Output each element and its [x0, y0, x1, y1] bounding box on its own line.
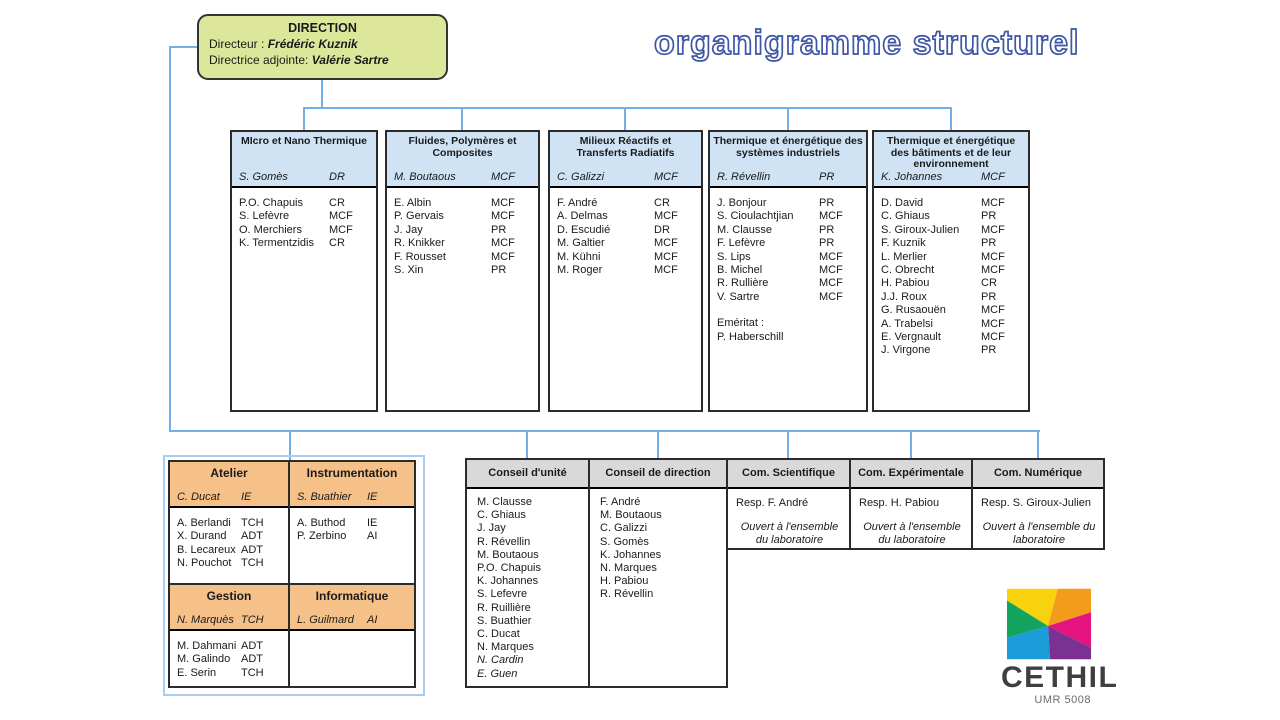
direction-box — [197, 14, 448, 80]
committee-body — [851, 489, 971, 547]
member-rank: DR — [654, 223, 670, 236]
member-list — [550, 188, 701, 277]
member-name: J. Bonjour — [717, 197, 767, 209]
direction-label: Directeur : — [209, 37, 268, 51]
member-name: R. Révellin — [600, 588, 654, 601]
committee-box-numerique — [971, 458, 1105, 550]
member-name: P.O. Chapuis — [239, 197, 304, 209]
member-name: M. Roger — [557, 264, 603, 277]
member-name: C. Ghiaus — [881, 210, 930, 223]
member-name: P. Zerbino — [297, 530, 347, 543]
member-name: S. Lefevre — [477, 588, 528, 601]
member-rank: CR — [329, 237, 345, 250]
member-name: N. Cardin — [477, 654, 524, 667]
member-list — [290, 508, 414, 544]
member-row — [717, 237, 859, 250]
member-rank: MCF — [654, 210, 678, 223]
leader-name: M. Boutaous — [394, 171, 456, 183]
leader-name: K. Johannes — [881, 171, 943, 183]
member-row — [239, 210, 369, 223]
department-leader — [874, 171, 1028, 186]
member-rank: PR — [491, 223, 507, 236]
department-leader — [710, 171, 866, 186]
leader-name: S. Gomès — [239, 171, 288, 183]
member-name: P. Gervais — [394, 210, 444, 223]
member-name: H. Pabiou — [600, 575, 649, 588]
member-row — [600, 549, 720, 562]
cethil-logo — [1001, 586, 1119, 706]
member-rank: PR — [819, 197, 835, 209]
member-name: S. Lefèvre — [239, 210, 290, 223]
member-name: C. Obrecht — [881, 264, 935, 277]
connector-line — [910, 430, 912, 458]
member-row — [477, 522, 582, 535]
member-name: A. Delmas — [557, 210, 608, 223]
member-row — [394, 197, 531, 210]
department-header — [550, 132, 701, 188]
member-rank: MCF — [819, 250, 843, 263]
service-box-atelier — [168, 460, 290, 585]
member-row — [600, 522, 720, 535]
cethil-logo-subtext: UMR 5008 — [1034, 694, 1091, 706]
committee-box-scientifique — [726, 458, 851, 550]
member-row — [717, 317, 859, 330]
leader-rank: MCF — [491, 171, 515, 183]
council-title: Conseil de direction — [590, 460, 726, 489]
committee-note: Ouvert à l'ensemble du laboratoire — [863, 521, 961, 546]
member-row — [881, 224, 1021, 237]
member-row — [717, 210, 859, 223]
connector-line — [461, 107, 463, 130]
member-list — [170, 631, 288, 680]
member-name: A. Buthod — [297, 517, 346, 529]
member-row — [881, 344, 1021, 357]
member-row — [717, 264, 859, 277]
member-row — [394, 251, 531, 264]
member-row — [477, 496, 582, 509]
committee-resp: Resp. S. Giroux-Julien — [981, 497, 1092, 509]
committee-body — [973, 489, 1103, 547]
member-name: K. Johannes — [477, 575, 539, 588]
member-row — [177, 557, 281, 570]
committee-resp: Resp. H. Pabiou — [859, 497, 940, 509]
service-title: Atelier — [210, 466, 248, 480]
member-name: D. Escudié — [557, 223, 611, 236]
member-row — [477, 641, 582, 654]
council-title: Conseil d'unité — [467, 460, 588, 489]
leader-name: L. Guilmard — [297, 614, 354, 626]
connector-line — [624, 107, 626, 130]
member-rank: MCF — [491, 197, 515, 209]
member-row — [477, 588, 582, 601]
leader-name: C. Ducat — [177, 491, 220, 503]
member-name: N. Marques — [600, 562, 657, 575]
member-row — [881, 264, 1021, 277]
member-row — [557, 264, 694, 277]
member-list — [232, 188, 376, 251]
member-rank: MCF — [981, 317, 1005, 330]
member-row — [717, 197, 859, 210]
member-name: N. Pouchot — [177, 557, 232, 570]
member-rank: MCF — [491, 210, 515, 223]
member-rank: MCF — [981, 223, 1005, 236]
member-name: C. Galizzi — [600, 522, 648, 535]
member-row — [600, 562, 720, 575]
member-row — [394, 264, 531, 277]
service-header — [290, 462, 414, 508]
member-name: O. Merchiers — [239, 223, 302, 236]
leader-name: C. Galizzi — [557, 171, 605, 183]
leader-name: N. Marquès — [177, 614, 234, 626]
member-row — [477, 536, 582, 549]
member-name: E. Vergnault — [881, 331, 941, 344]
direction-label: Directrice adjointe: — [209, 52, 312, 67]
member-rank: ADT — [241, 530, 263, 543]
member-list — [170, 508, 288, 571]
leader-rank: DR — [329, 171, 345, 183]
member-rank: MCF — [981, 250, 1005, 263]
member-rank: MCF — [654, 264, 678, 277]
service-box-instrumentation — [288, 460, 416, 585]
member-name: A. Berlandi — [177, 517, 231, 529]
deputy-director-name: Valérie Sartre — [311, 52, 389, 67]
member-rank: PR — [491, 264, 507, 277]
member-row — [717, 251, 859, 264]
member-rank: PR — [819, 237, 835, 250]
member-name: J. Jay — [477, 522, 506, 535]
department-box-fluides-polymeres — [385, 130, 540, 412]
member-name: V. Sartre — [717, 290, 760, 303]
member-name: R. Révellin — [477, 535, 531, 548]
member-name: N. Marques — [477, 641, 534, 654]
member-row — [557, 224, 694, 237]
member-row — [477, 549, 582, 562]
department-header — [387, 132, 538, 188]
member-name: J. Jay — [394, 223, 423, 236]
member-row — [881, 277, 1021, 290]
service-leader — [290, 614, 414, 629]
service-header — [290, 585, 414, 631]
connector-line — [169, 46, 198, 48]
cethil-logo-text: CETHIL — [1001, 661, 1119, 694]
member-row — [177, 544, 281, 557]
department-box-milieux-reactifs — [548, 130, 703, 412]
member-row — [477, 602, 582, 615]
member-rank: PR — [981, 344, 997, 357]
director-name: Frédéric Kuznik — [267, 37, 358, 51]
department-title: Milieux Réactifs et Transferts Radiatifs — [576, 135, 675, 159]
member-row — [600, 536, 720, 549]
member-rank: TCH — [241, 666, 264, 679]
member-row — [477, 628, 582, 641]
member-row — [717, 331, 859, 344]
member-row — [600, 575, 720, 588]
member-rank: IE — [367, 517, 378, 529]
page-title: organigramme structurel — [654, 24, 1080, 62]
department-title: Thermique et énergétique des bâtiments et de leur environnement — [886, 135, 1016, 170]
member-rank: ADT — [241, 543, 263, 556]
connector-line — [169, 46, 171, 432]
member-rank: CR — [981, 277, 997, 290]
member-rank: ADT — [241, 640, 263, 652]
member-rank: MCF — [654, 250, 678, 263]
member-row — [239, 224, 369, 237]
member-name: P.O. Chapuis — [477, 562, 542, 575]
member-row — [297, 530, 407, 543]
service-leader — [170, 614, 288, 629]
connector-line — [303, 107, 305, 130]
member-name: K. Johannes — [600, 548, 662, 561]
member-row — [881, 318, 1021, 331]
member-row — [394, 224, 531, 237]
leader-rank: MCF — [654, 171, 678, 183]
member-name: C. Ghiaus — [477, 509, 526, 522]
committee-title: Com. Scientifique — [728, 460, 849, 489]
committee-resp: Resp. F. André — [736, 497, 809, 509]
member-row — [881, 331, 1021, 344]
member-name: S. Buathier — [477, 614, 532, 627]
member-rank: CR — [329, 197, 345, 209]
member-list — [590, 489, 726, 602]
connector-line — [321, 80, 323, 108]
committee-box-experimentale — [849, 458, 973, 550]
member-name: D. David — [881, 197, 924, 209]
member-row — [477, 654, 582, 667]
member-name: F. André — [600, 496, 641, 508]
service-box-gestion — [168, 583, 290, 688]
member-name: M. Kühni — [557, 250, 601, 263]
member-name: M. Clausse — [477, 496, 533, 508]
leader-name: R. Révellin — [717, 171, 771, 183]
member-rank: PR — [981, 290, 997, 303]
department-box-micro-nano-thermique — [230, 130, 378, 412]
cethil-logo-mark — [1005, 586, 1093, 662]
member-name: M. Dahmani — [177, 640, 237, 652]
member-row — [557, 197, 694, 210]
leader-rank: TCH — [241, 614, 264, 626]
member-row — [557, 210, 694, 223]
member-row — [477, 509, 582, 522]
connector-line — [787, 107, 789, 130]
member-name: B. Michel — [717, 264, 763, 277]
connector-line — [303, 107, 952, 109]
member-row — [600, 588, 720, 601]
member-row — [394, 210, 531, 223]
member-list — [467, 489, 588, 681]
service-box-informatique — [288, 583, 416, 688]
member-row — [477, 575, 582, 588]
service-title: Informatique — [315, 589, 389, 603]
member-rank: MCF — [819, 210, 843, 223]
member-row — [297, 517, 407, 530]
member-rank: PR — [981, 237, 997, 250]
member-name: S. Cioulachtjian — [717, 210, 794, 223]
member-rank: MCF — [981, 264, 1005, 277]
member-rank: MCF — [491, 237, 515, 250]
committee-title: Com. Expérimentale — [851, 460, 971, 489]
committee-title: Com. Numérique — [973, 460, 1103, 489]
member-rank: MCF — [819, 264, 843, 277]
direction-heading: DIRECTION — [288, 21, 357, 35]
member-list — [874, 188, 1028, 358]
member-row — [177, 667, 281, 680]
department-leader — [387, 171, 538, 186]
department-title: Fluides, Polymères et Composites — [408, 135, 517, 159]
member-row — [557, 251, 694, 264]
member-row — [881, 210, 1021, 223]
member-row — [477, 615, 582, 628]
direction-row — [209, 37, 436, 53]
member-row — [557, 237, 694, 250]
member-name: M. Galindo — [177, 653, 231, 666]
committee-note: Ouvert à l'ensemble du laboratoire — [740, 521, 839, 546]
member-row — [394, 237, 531, 250]
department-leader — [550, 171, 701, 186]
member-rank: PR — [819, 223, 835, 236]
leader-name: S. Buathier — [297, 491, 352, 503]
member-name: S. Giroux-Julien — [881, 223, 960, 236]
service-header — [170, 462, 288, 508]
member-name: G. Rusaouën — [881, 304, 946, 317]
member-name: M. Clausse — [717, 223, 773, 236]
service-title: Gestion — [206, 589, 252, 603]
department-title: MIcro et Nano Thermique — [240, 135, 367, 147]
member-rank: MCF — [981, 304, 1005, 317]
member-name: F. André — [557, 197, 598, 209]
member-row — [881, 237, 1021, 250]
member-name: M. Boutaous — [600, 509, 662, 522]
service-title: Instrumentation — [306, 466, 398, 480]
member-name: P. Haberschill — [717, 330, 784, 343]
member-name: R. Knikker — [394, 237, 445, 250]
member-rank: MCF — [491, 250, 515, 263]
service-header — [170, 585, 288, 631]
council-box-conseil-unite — [465, 458, 590, 688]
member-row — [177, 517, 281, 530]
member-name: F. Rousset — [394, 250, 446, 263]
member-rank: MCF — [981, 331, 1005, 344]
member-name: M. Boutaous — [477, 548, 539, 561]
member-name: E. Albin — [394, 197, 432, 209]
committee-note: Ouvert à l'ensemble du laboratoire — [982, 521, 1096, 546]
member-name: C. Ducat — [477, 628, 520, 641]
member-name: S. Gomès — [600, 535, 649, 548]
member-name: K. Termentzidis — [239, 237, 314, 250]
member-name: L. Merlier — [881, 250, 927, 263]
member-rank: MCF — [654, 237, 678, 250]
member-name: F. Kuznik — [881, 237, 926, 250]
member-rank: TCH — [241, 557, 264, 570]
department-box-systemes-industriels — [708, 130, 868, 412]
council-box-conseil-direction — [588, 458, 728, 688]
department-title: Thermique et énergétique des systèmes industriels — [713, 135, 863, 159]
member-rank: AI — [367, 530, 378, 543]
member-name: R. Rullière — [717, 277, 769, 290]
member-rank: MCF — [819, 277, 843, 290]
member-row — [177, 640, 281, 653]
member-row — [881, 304, 1021, 317]
member-name: R. Ruillière — [477, 601, 531, 614]
member-row — [717, 304, 859, 317]
member-row — [717, 291, 859, 304]
member-name: Eméritat : — [717, 317, 765, 330]
member-row — [717, 277, 859, 290]
member-name: X. Durand — [177, 530, 227, 543]
member-name: B. Lecareux — [177, 543, 236, 556]
department-header — [874, 132, 1028, 188]
member-name: E. Serin — [177, 666, 217, 679]
department-box-batiments-environnement — [872, 130, 1030, 412]
member-rank: CR — [654, 197, 670, 209]
member-list — [290, 631, 414, 640]
service-leader — [170, 491, 288, 506]
member-list — [710, 188, 866, 344]
member-row — [600, 496, 720, 509]
connector-line — [657, 430, 659, 458]
committee-body — [728, 489, 849, 547]
department-header — [232, 132, 376, 188]
member-name: M. Galtier — [557, 237, 605, 250]
department-leader — [232, 171, 376, 186]
member-rank: MCF — [819, 290, 843, 303]
department-header — [710, 132, 866, 188]
member-name: J.J. Roux — [881, 290, 927, 303]
member-row — [881, 291, 1021, 304]
connector-line — [950, 107, 952, 130]
member-row — [477, 668, 582, 681]
member-row — [881, 251, 1021, 264]
member-list — [387, 188, 538, 277]
member-name: S. Xin — [394, 264, 424, 277]
member-name: J. Virgone — [881, 344, 931, 357]
connector-line — [526, 430, 528, 458]
member-row — [177, 653, 281, 666]
member-row — [239, 237, 369, 250]
member-rank: TCH — [241, 517, 264, 529]
member-row — [717, 224, 859, 237]
member-name: H. Pabiou — [881, 277, 930, 290]
leader-rank: IE — [367, 491, 378, 503]
member-row — [177, 530, 281, 543]
direction-row — [209, 53, 436, 69]
connector-line — [1037, 430, 1039, 458]
member-row — [477, 562, 582, 575]
member-name: F. Lefèvre — [717, 237, 766, 250]
service-leader — [290, 491, 414, 506]
member-rank: MCF — [329, 210, 353, 223]
leader-rank: MCF — [981, 171, 1005, 183]
member-name: S. Lips — [717, 250, 751, 263]
member-name: A. Trabelsi — [881, 317, 933, 330]
member-rank: PR — [981, 210, 997, 223]
connector-line — [787, 430, 789, 458]
leader-rank: IE — [241, 491, 252, 503]
member-row — [881, 197, 1021, 210]
member-row — [600, 509, 720, 522]
leader-rank: AI — [367, 614, 378, 626]
member-rank: ADT — [241, 653, 263, 666]
member-rank: MCF — [981, 197, 1005, 209]
member-row — [239, 197, 369, 210]
leader-rank: PR — [819, 171, 835, 183]
member-rank: MCF — [329, 223, 353, 236]
member-name: E. Guen — [477, 667, 518, 680]
